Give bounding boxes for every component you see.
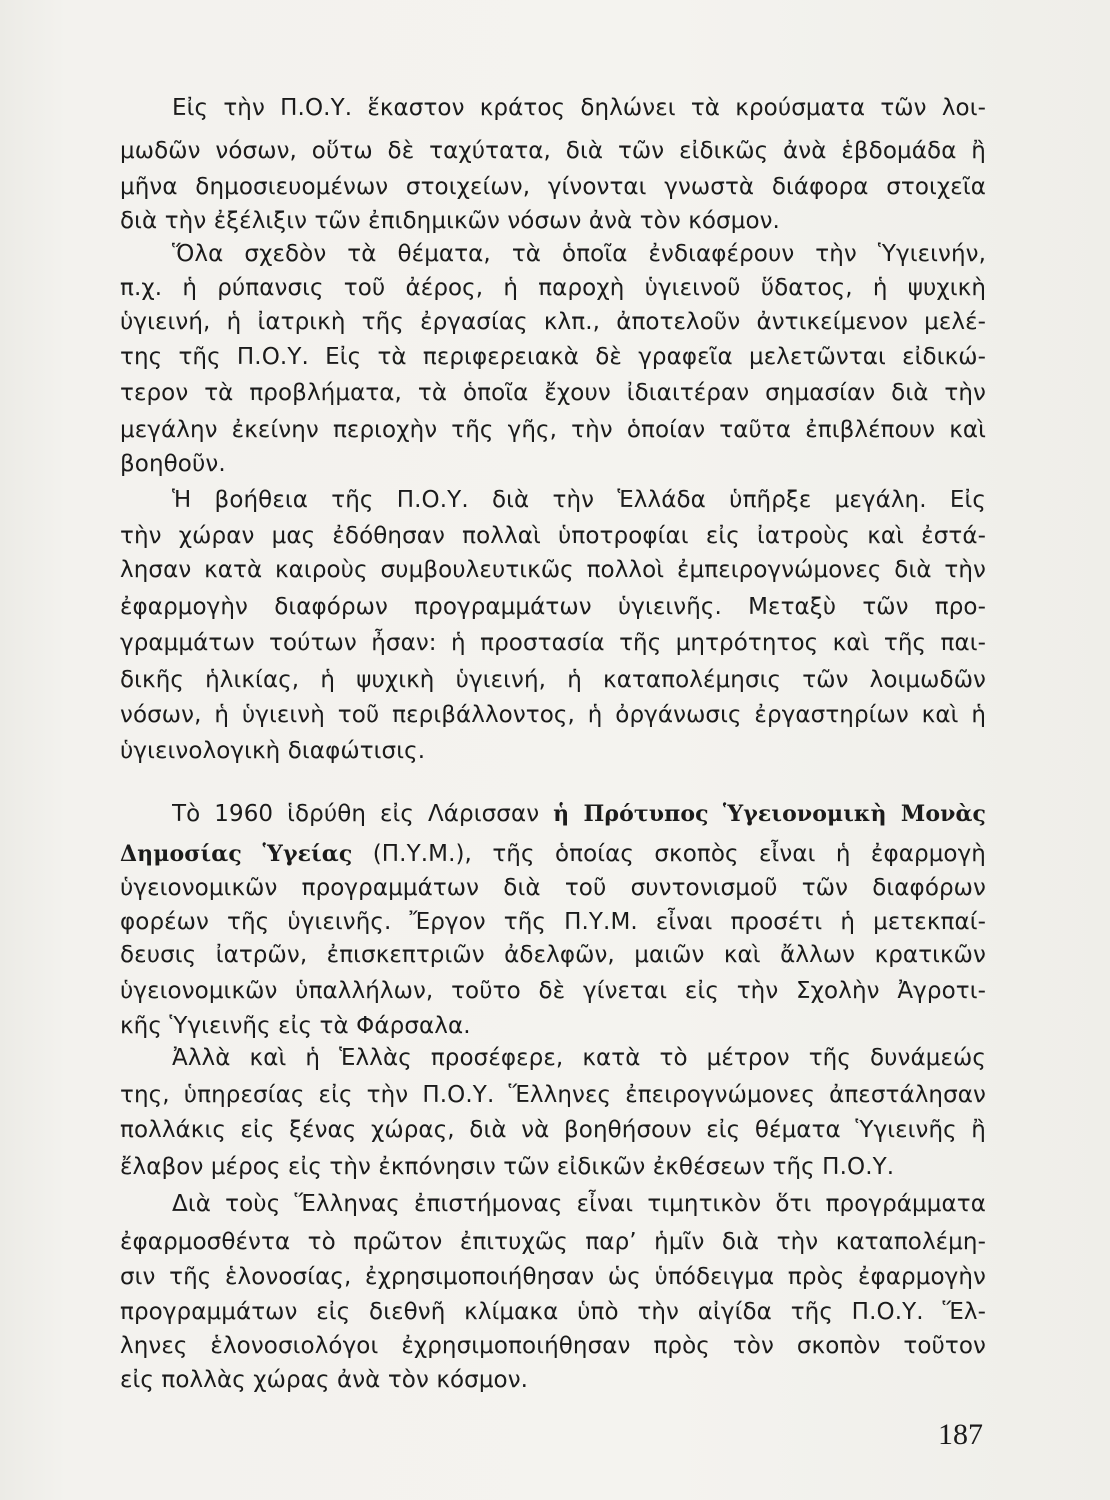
text-line: ἐφαρμοσθέντα τὸ πρῶτον ἐπιτυχῶς παρ’ ἡμῖν διὰ τὴν καταπολέμη- bbox=[120, 1229, 986, 1255]
text-line: Ὅλα σχεδὸν τὰ θέματα, τὰ ὁποῖα ἐνδιαφέρουν τὴν Ὑγιεινήν, bbox=[172, 241, 986, 267]
text-line bbox=[120, 838, 986, 870]
text-line: δικῆς ἡλικίας, ἡ ψυχικὴ ὑγιεινή, ἡ καταπολέμησις τῶν λοιμωδῶν bbox=[120, 667, 986, 693]
text-line: ἔλαβον μέρος εἰς τὴν ἐκπόνησιν τῶν εἰδικῶν ἐκθέσεων τῆς Π.Ο.Υ. bbox=[120, 1154, 895, 1180]
text-line: π.χ. ἡ ρύπανσις τοῦ ἀέρος, ἡ παροχὴ ὑγιεινοῦ ὕδατος, ἡ ψυχικὴ bbox=[120, 275, 986, 301]
text-line: Διὰ τοὺς Ἕλληνας ἐπιστήμονας εἶναι τιμητικὸν ὅτι προγράμματα bbox=[172, 1191, 986, 1217]
text-line: γραμμάτων τούτων ἦσαν: ἡ προστασία τῆς μητρότητος καὶ τῆς παι- bbox=[120, 630, 986, 656]
text-line: κῆς Ὑγιεινῆς εἰς τὰ Φάρσαλα. bbox=[120, 1013, 471, 1039]
text-line: μῆνα δημοσιευομένων στοιχείων, γίνονται γνωστὰ διάφορα στοιχεῖα bbox=[120, 174, 986, 200]
text-line: δευσις ἰατρῶν, ἐπισκεπτριῶν ἀδελφῶν, μαιῶν καὶ ἄλλων κρατικῶν bbox=[120, 942, 986, 968]
text-run: (Π.Υ.Μ.), τῆς ὁποίας σκοπὸς εἶναι ἡ ἐφαρμογὴ bbox=[352, 841, 986, 867]
text-line: ληνες ἑλονοσιολόγοι ἐχρησιμοποιήθησαν πρὸς τὸν σκοπὸν τοῦτον bbox=[120, 1333, 986, 1359]
text-line: τερον τὰ προβλήματα, τὰ ὁποῖα ἔχουν ἰδιαιτέραν σημασίαν διὰ τὴν bbox=[120, 380, 986, 406]
text-line: φορέων τῆς ὑγιεινῆς. Ἔργον τῆς Π.Υ.Μ. εἶναι προσέτι ἡ μετεκπαί- bbox=[120, 909, 986, 935]
text-line: της τῆς Π.Ο.Υ. Εἰς τὰ περιφερειακὰ δὲ γραφεῖα μελετῶνται εἰδικώ- bbox=[120, 344, 986, 370]
text-line: μεγάλην ἐκείνην περιοχὴν τῆς γῆς, τὴν ὁποίαν ταῦτα ἐπιβλέπουν καὶ bbox=[120, 417, 986, 443]
text-line: εἰς πολλὰς χώρας ἀνὰ τὸν κόσμον. bbox=[120, 1367, 529, 1393]
text-line: βοηθοῦν. bbox=[120, 451, 226, 477]
bold-institution-name: ἡ Πρότυπος Ὑγειονομικὴ Μονὰς bbox=[553, 801, 986, 827]
text-line: σιν τῆς ἑλονοσίας, ἐχρησιμοποιήθησαν ὡς ὑπόδειγμα πρὸς ἐφαρμογὴν bbox=[120, 1264, 986, 1290]
text-line: ἐφαρμογὴν διαφόρων προγραμμάτων ὑγιεινῆς. Μεταξὺ τῶν προ- bbox=[120, 594, 986, 620]
text-line bbox=[172, 798, 986, 830]
text-run: Τὸ 1960 ἱδρύθη εἰς Λάρισσαν bbox=[172, 801, 554, 827]
bold-institution-name: Δημοσίας Ὑγείας bbox=[120, 841, 353, 867]
text-line: μωδῶν νόσων, οὕτω δὲ ταχύτατα, διὰ τῶν εἰδικῶς ἀνὰ ἑβδομάδα ἢ bbox=[120, 138, 986, 164]
text-line: προγραμμάτων εἰς διεθνῆ κλίμακα ὑπὸ τὴν αἰγίδα τῆς Π.Ο.Υ. Ἕλ- bbox=[120, 1299, 986, 1325]
text-line: Ἡ βοήθεια τῆς Π.Ο.Υ. διὰ τὴν Ἑλλάδα ὑπῆρξε μεγάλη. Εἰς bbox=[172, 487, 986, 513]
text-line: ὑγειονομικῶν ὑπαλλήλων, τοῦτο δὲ γίνεται εἰς τὴν Σχολὴν Ἀγροτι- bbox=[120, 978, 986, 1004]
text-line: λησαν κατὰ καιροὺς συμβουλευτικῶς πολλοὶ ἐμπειρογνώμονες διὰ τὴν bbox=[120, 557, 986, 583]
text-line: νόσων, ἡ ὑγιεινὴ τοῦ περιβάλλοντος, ἡ ὀργάνωσις ἐργαστηρίων καὶ ἡ bbox=[120, 702, 986, 728]
text-line: πολλάκις εἰς ξένας χώρας, διὰ νὰ βοηθήσουν εἰς θέματα Ὑγιεινῆς ἢ bbox=[120, 1117, 986, 1143]
text-line: διὰ τὴν ἐξέλιξιν τῶν ἐπιδημικῶν νόσων ἀνὰ τὸν κόσμον. bbox=[120, 208, 780, 234]
text-line: τὴν χώραν μας ἐδόθησαν πολλαὶ ὑποτροφίαι εἰς ἰατροὺς καὶ ἐστά- bbox=[120, 523, 986, 549]
text-line: ὑγιεινή, ἡ ἰατρικὴ τῆς ἐργασίας κλπ., ἀποτελοῦν ἀντικείμενον μελέ- bbox=[120, 309, 986, 335]
text-line: ὑγειονομικῶν προγραμμάτων διὰ τοῦ συντονισμοῦ τῶν διαφόρων bbox=[120, 875, 986, 901]
text-line: της, ὑπηρεσίας εἰς τὴν Π.Ο.Υ. Ἕλληνες ἐπειρογνώμονες ἀπεστάλησαν bbox=[120, 1082, 986, 1108]
text-line: Εἰς τὴν Π.Ο.Υ. ἕκαστον κράτος δηλώνει τὰ κρούσματα τῶν λοι- bbox=[172, 95, 986, 121]
page-number: 187 bbox=[938, 1418, 983, 1451]
text-line: ὑγιεινολογικὴ διαφώτισις. bbox=[120, 738, 426, 764]
text-line: Ἀλλὰ καὶ ἡ Ἑλλὰς προσέφερε, κατὰ τὸ μέτρον τῆς δυνάμεώς bbox=[172, 1045, 986, 1071]
